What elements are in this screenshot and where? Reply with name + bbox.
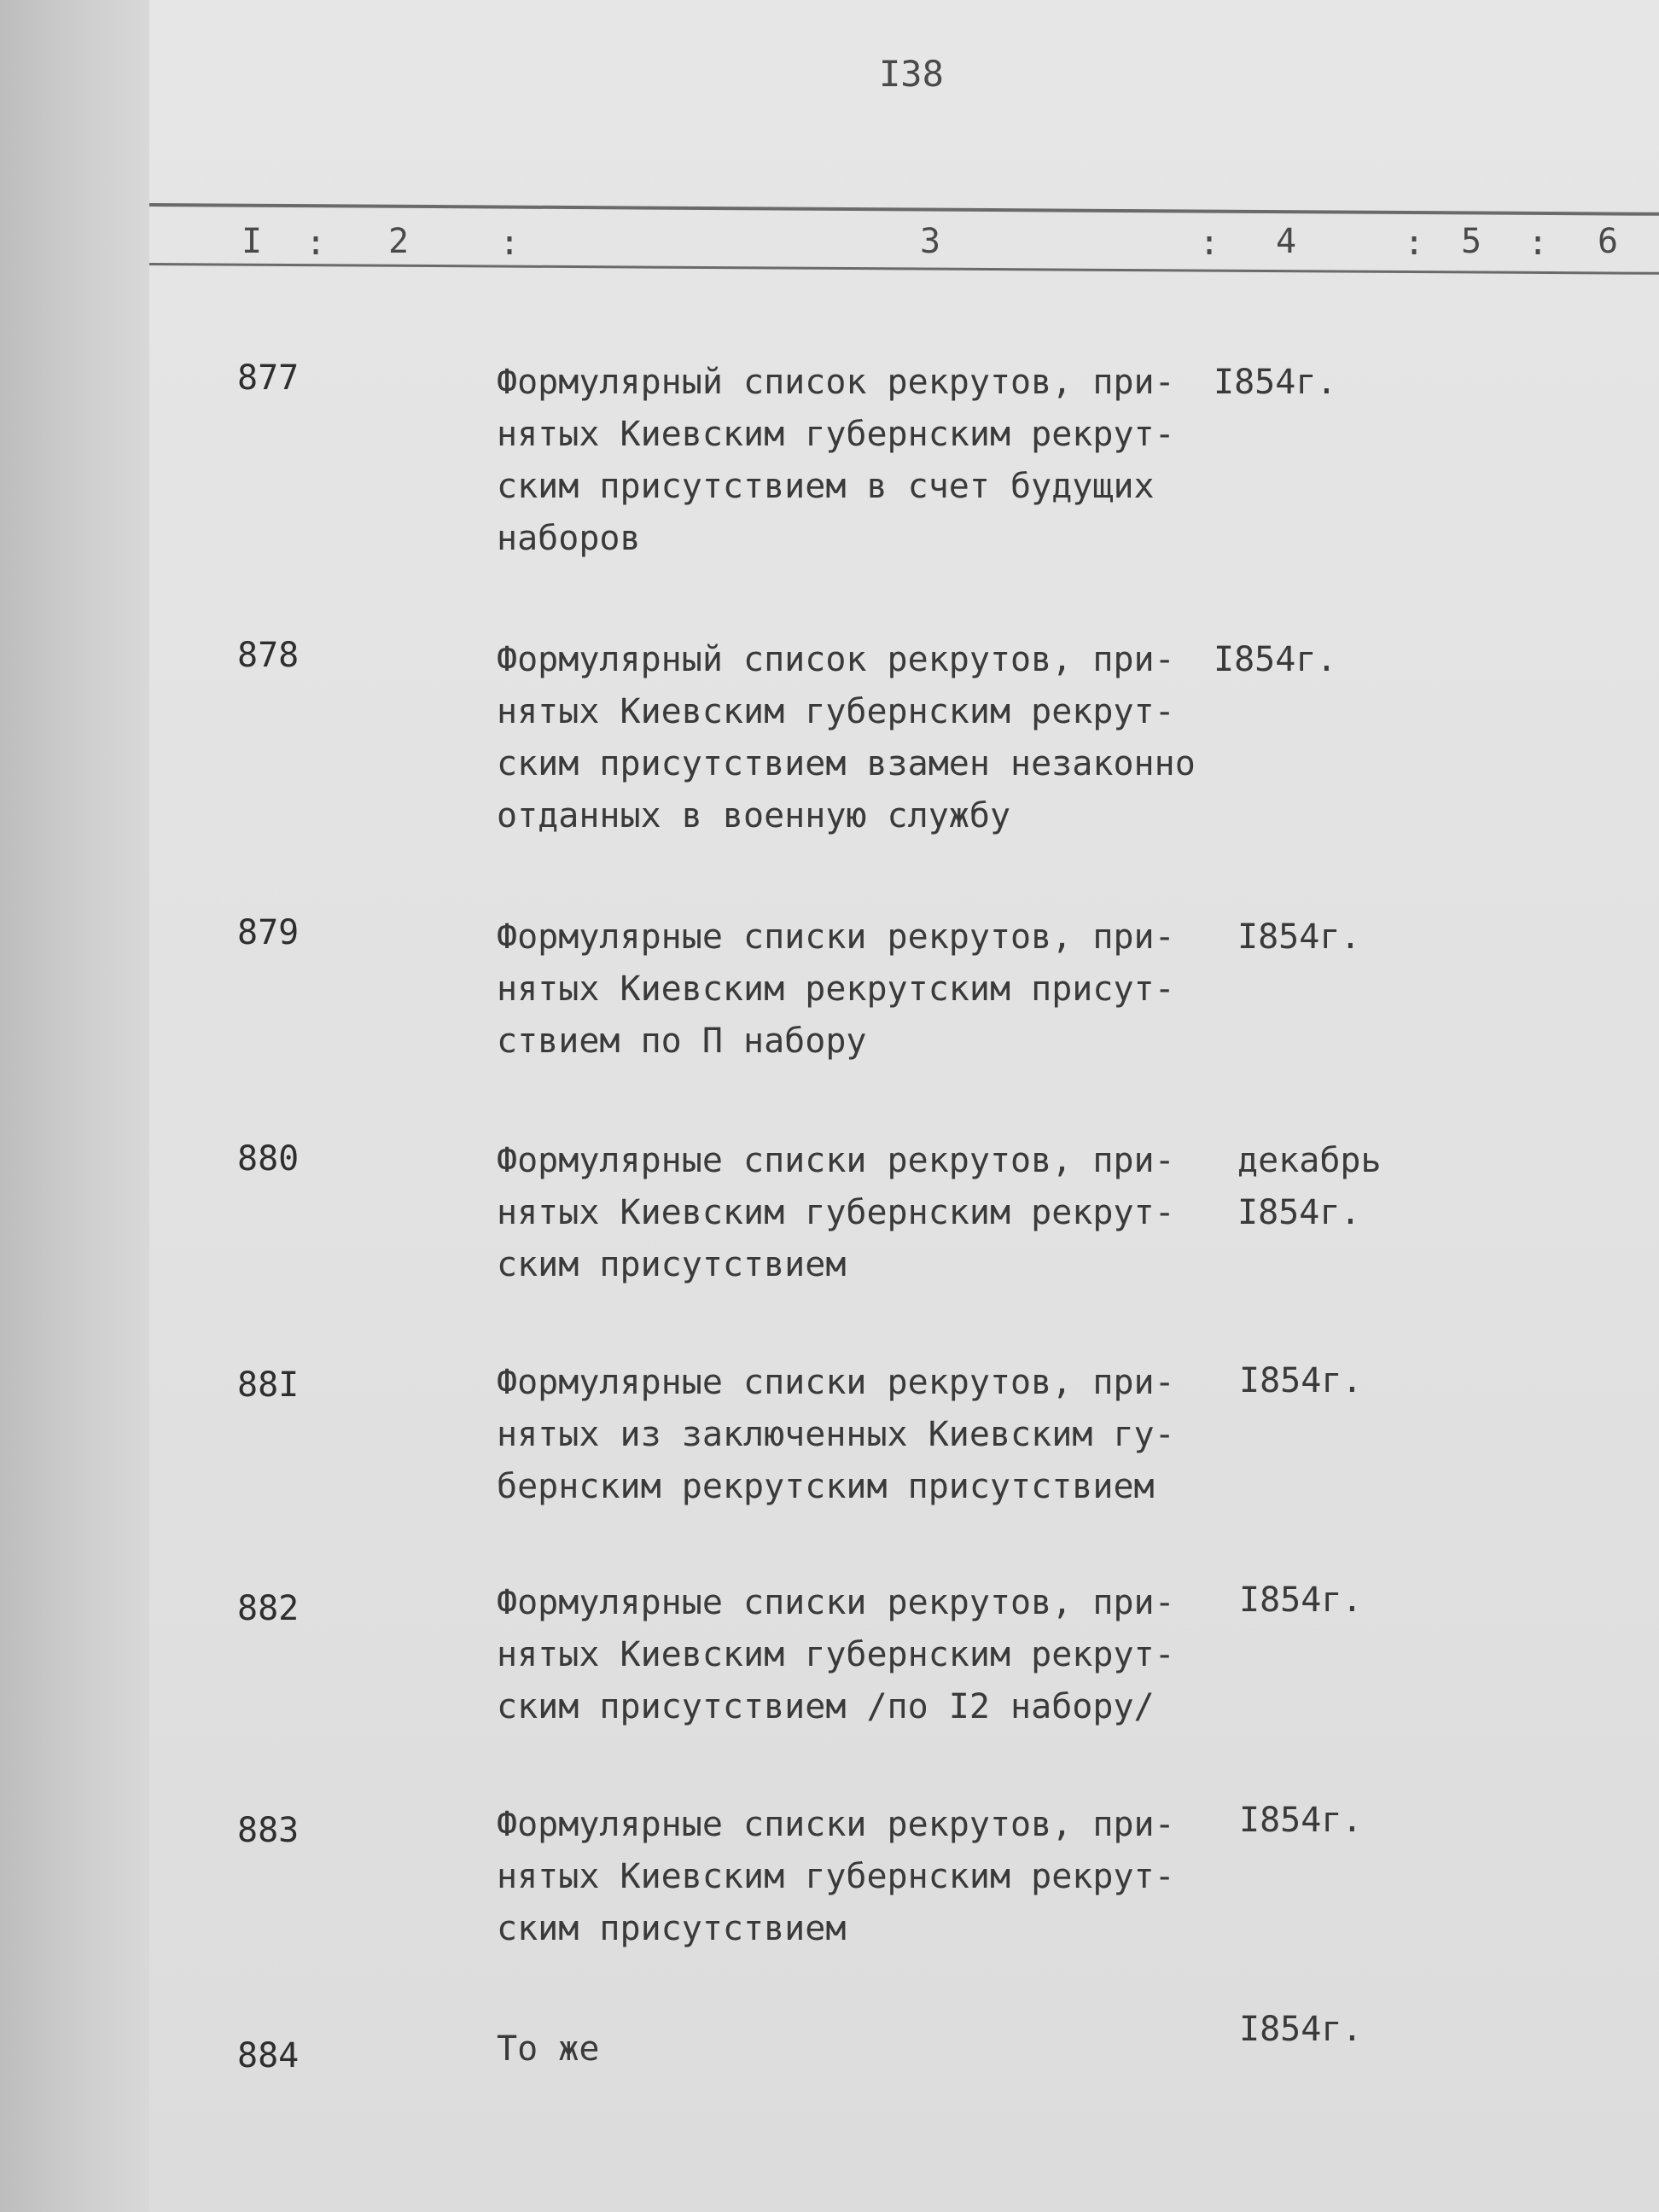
entry-description xyxy=(497,634,1231,842)
entry-number: 878 xyxy=(237,636,300,675)
description-line: нятых Киевским рекрутским присут- xyxy=(497,969,1175,1009)
column-separator: : xyxy=(499,224,521,263)
description-line: нятых Киевским губернским рекрут- xyxy=(497,692,1175,731)
column-header-4: 4 xyxy=(1276,222,1297,261)
entry-date xyxy=(1239,2004,1363,2056)
entry-description xyxy=(497,1357,1231,1513)
date-line: I854г. xyxy=(1214,363,1337,402)
date-line: I854г. xyxy=(1239,1801,1363,1840)
description-line: ствием по П набору xyxy=(497,1022,867,1061)
description-line: отданных в военную службу xyxy=(497,796,1011,835)
description-line: нятых Киевским губернским рекрут- xyxy=(497,1857,1175,1896)
entry-number: 877 xyxy=(237,358,300,398)
column-separator: : xyxy=(1404,224,1425,263)
page-binding-edge xyxy=(0,0,149,2212)
description-line: Формулярные списки рекрутов, при- xyxy=(497,1141,1175,1180)
entry-date xyxy=(1239,1575,1363,1627)
entry-number: 884 xyxy=(237,2036,300,2075)
description-line: ским присутствием в счет будущих xyxy=(497,467,1155,506)
entry-description xyxy=(497,1577,1231,1733)
description-line: наборов xyxy=(497,519,641,558)
entry-date xyxy=(1237,1135,1382,1239)
description-line: Формулярные списки рекрутов, при- xyxy=(497,1363,1175,1402)
entry-description xyxy=(497,2023,1231,2075)
entry-date xyxy=(1239,1795,1363,1847)
entry-number: 880 xyxy=(237,1139,300,1179)
column-header-1: I xyxy=(242,222,263,261)
description-line: Формулярные списки рекрутов, при- xyxy=(497,917,1175,957)
description-line: нятых Киевским губернским рекрут- xyxy=(497,1635,1175,1674)
date-line: I854г. xyxy=(1214,640,1337,679)
column-header-3: 3 xyxy=(920,222,941,261)
entry-date xyxy=(1214,634,1337,686)
entry-date xyxy=(1239,1355,1363,1407)
description-line: нятых Киевским губернским рекрут- xyxy=(497,415,1175,454)
page-number: I38 xyxy=(879,53,944,95)
date-line: декабрь xyxy=(1237,1141,1382,1180)
entry-number: 883 xyxy=(237,1811,300,1850)
description-line: нятых Киевским губернским рекрут- xyxy=(497,1193,1175,1232)
entry-number: 879 xyxy=(237,913,300,952)
description-line: нятых из заключенных Киевским гу- xyxy=(497,1415,1175,1454)
date-line: I854г. xyxy=(1237,917,1361,957)
column-separator: : xyxy=(1199,224,1220,263)
description-line: ским присутствием /по I2 набору/ xyxy=(497,1687,1155,1726)
entry-number: 882 xyxy=(237,1589,300,1628)
date-line: I854г. xyxy=(1237,1193,1361,1232)
entry-description xyxy=(497,1135,1231,1291)
date-line: I854г. xyxy=(1239,1580,1363,1620)
description-line: Формулярный список рекрутов, при- xyxy=(497,640,1175,679)
column-header-5: 5 xyxy=(1461,222,1482,261)
description-line: ским присутствием xyxy=(497,1245,847,1284)
entry-date xyxy=(1237,911,1361,963)
entry-description xyxy=(497,357,1231,565)
description-line: Формулярные списки рекрутов, при- xyxy=(497,1583,1175,1622)
description-line: То же xyxy=(497,2029,600,2069)
date-line: I854г. xyxy=(1239,1361,1363,1400)
column-separator: : xyxy=(1528,224,1549,263)
description-line: Формулярные списки рекрутов, при- xyxy=(497,1805,1175,1844)
entry-description xyxy=(497,1799,1231,1955)
description-line: Формулярный список рекрутов, при- xyxy=(497,363,1175,402)
column-header-2: 2 xyxy=(388,222,410,261)
entry-date xyxy=(1214,357,1337,409)
entry-number: 88I xyxy=(237,1365,300,1405)
description-line: бернским рекрутским присутствием xyxy=(497,1467,1155,1506)
description-line: ским присутствием взамен незаконно xyxy=(497,744,1196,783)
column-separator: : xyxy=(306,224,327,263)
date-line: I854г. xyxy=(1239,2010,1363,2049)
column-header-6: 6 xyxy=(1598,222,1619,261)
description-line: ским присутствием xyxy=(497,1909,847,1948)
entry-description xyxy=(497,911,1231,1068)
